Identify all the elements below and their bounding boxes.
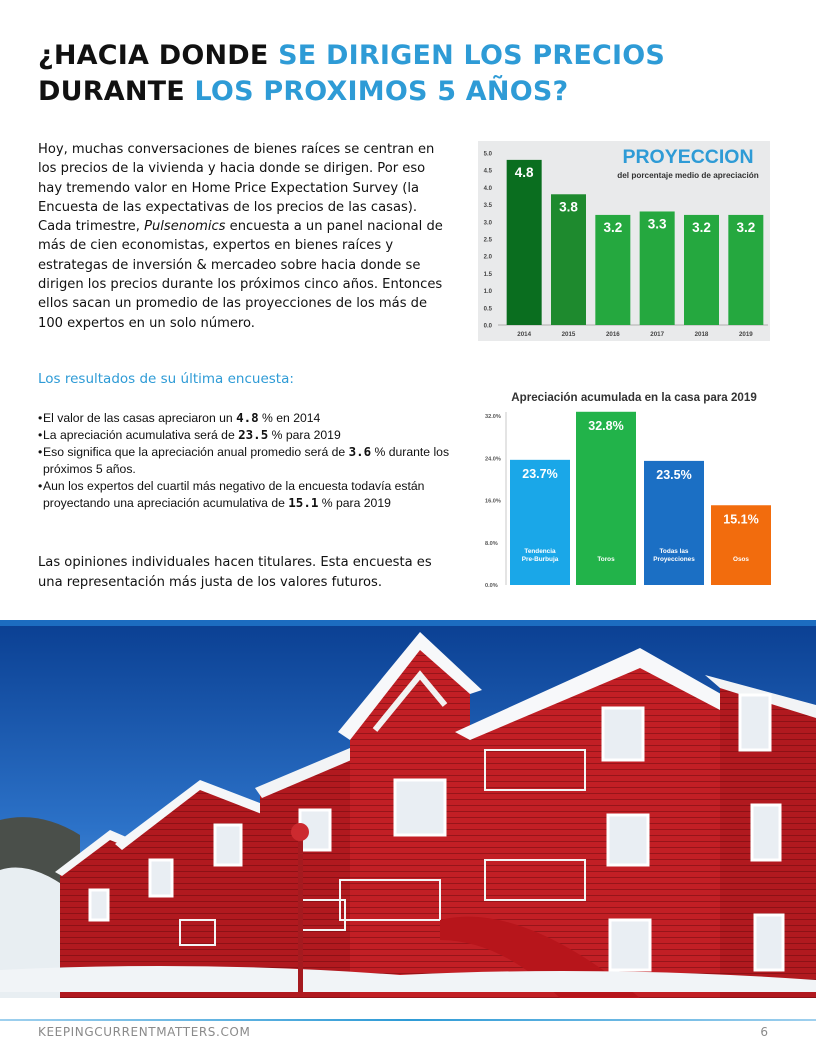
- bullet-text: % para 2019: [268, 427, 341, 442]
- y-tick-label: 3.0: [483, 220, 492, 227]
- title-part-2: SE DIRIGEN LOS PRECIOS: [278, 40, 666, 71]
- bullet-text: Aun los expertos del cuartil más negativo de la encuesta todavía están proyectando una apreciación acumulativa de: [43, 478, 425, 510]
- apartment-building-photo: [0, 620, 816, 998]
- bar-value-label: 3.3: [647, 216, 667, 232]
- intro-text-2: encuesta a un panel nacional de más de cien economistas, expertos en bienes raíces y estrategas de inversión & mercadeo sobre hacia donde se dirigen los precios durante los próximos cinco años. Entonces ellos sacan un promedio de las proyecciones de los más de 100 expertos en un solo número.: [38, 219, 443, 331]
- x-tick-label: 2019: [738, 331, 753, 338]
- x-tick-label: 2015: [561, 331, 576, 338]
- bullet-text: % durante los próximos 5 años.: [43, 444, 450, 476]
- y-tick-label: 0.5: [483, 306, 492, 313]
- category-label: Osos: [733, 556, 749, 563]
- y-tick-label: 4.5: [483, 168, 492, 175]
- intro-italic-source: Pulsenomics: [144, 219, 226, 235]
- results-list: [38, 410, 450, 511]
- y-tick-label: 2.5: [483, 237, 492, 244]
- page-title: [38, 38, 778, 110]
- bar-value-label: 3.2: [692, 219, 711, 235]
- bar-value-label: 23.5%: [656, 467, 692, 482]
- projection-chart: [478, 141, 770, 341]
- category-label: Pre-Burbuja: [521, 556, 559, 563]
- category-label: Todas las: [659, 548, 689, 555]
- list-item: [38, 444, 450, 478]
- bullet-text: % para 2019: [318, 495, 391, 510]
- closing-paragraph: Las opiniones individuales hacen titulares. Esta encuesta es una representación más justa de los valores futuros.: [38, 555, 432, 590]
- title-part-3: DURANTE: [38, 76, 195, 107]
- bar-value-label: 32.8%: [588, 418, 624, 433]
- bullet-text: % en 2014: [258, 411, 321, 425]
- y-tick-label: 24.0%: [485, 456, 501, 463]
- bar-value-label: 23.7%: [522, 466, 558, 481]
- bar-value-label: 4.8: [514, 164, 534, 180]
- y-tick-label: 3.5: [483, 203, 492, 210]
- intro-text-1: Hoy, muchas conversaciones de bienes raíces se centran en los precios de la vivienda y hacia donde se dirigen. Por eso hay tremendo valor en Home Price Expectation Survey (la Encuesta de las expectativas de los precios de las casas). Cada trimestre,: [38, 142, 435, 235]
- bullet-text: El valor de las casas apreciaron un: [43, 411, 237, 425]
- chart-title: PROYECCION: [622, 146, 754, 168]
- y-tick-label: 0.0%: [485, 583, 498, 589]
- bullet-value: 23.5: [238, 426, 269, 442]
- footer-site[interactable]: KEEPINGCURRENTMATTERS.COM: [38, 1025, 251, 1039]
- title-part-4: LOS PROXIMOS 5 AÑOS?: [194, 76, 569, 107]
- category-label: Proyecciones: [653, 556, 695, 563]
- chart-subtitle: del porcentaje medio de apreciación: [617, 171, 759, 180]
- intro-paragraph: [38, 140, 448, 333]
- chart-title: Apreciación acumulada en la casa para 2019: [511, 391, 757, 404]
- cumulative-appreciation-chart: [478, 386, 778, 592]
- bullet-value: 15.1: [288, 494, 319, 510]
- bullet-value: 3.6: [348, 443, 372, 459]
- y-tick-label: 5.0: [483, 151, 492, 158]
- results-heading: Los resultados de su última encuesta:: [38, 371, 294, 387]
- y-tick-label: 8.0%: [485, 540, 498, 547]
- bullet-value: 4.8: [236, 410, 259, 425]
- category-label: Tendencia: [524, 548, 556, 555]
- title-part-1: ¿HACIA DONDE: [38, 40, 279, 71]
- y-tick-label: 16.0%: [485, 498, 501, 505]
- y-tick-label: 1.0: [483, 289, 492, 296]
- bar-value-label: 3.8: [559, 199, 578, 215]
- list-item: [38, 410, 450, 427]
- y-tick-label: 2.0: [483, 254, 492, 261]
- x-tick-label: 2016: [605, 331, 620, 338]
- category-label: Toros: [597, 556, 615, 563]
- x-tick-label: 2018: [694, 331, 709, 338]
- bullet-text: Eso significa que la apreciación anual promedio será de: [43, 444, 349, 459]
- bullet-text: La apreciación acumulativa será de: [43, 427, 239, 442]
- list-item: [38, 427, 450, 444]
- bar-2014: [507, 160, 542, 325]
- x-tick-label: 2014: [517, 331, 532, 338]
- footer-divider: [0, 1019, 816, 1021]
- y-tick-label: 32.0%: [485, 414, 501, 420]
- page-number: 6: [760, 1025, 768, 1039]
- y-tick-label: 0.0: [483, 323, 492, 330]
- x-tick-label: 2017: [650, 331, 665, 338]
- bar-value-label: 3.2: [603, 219, 623, 235]
- bar-value-label: 15.1%: [723, 512, 759, 527]
- y-tick-label: 4.0: [483, 185, 492, 192]
- y-tick-label: 1.5: [483, 271, 492, 278]
- list-item: [38, 478, 450, 512]
- bar-value-label: 3.2: [736, 219, 756, 235]
